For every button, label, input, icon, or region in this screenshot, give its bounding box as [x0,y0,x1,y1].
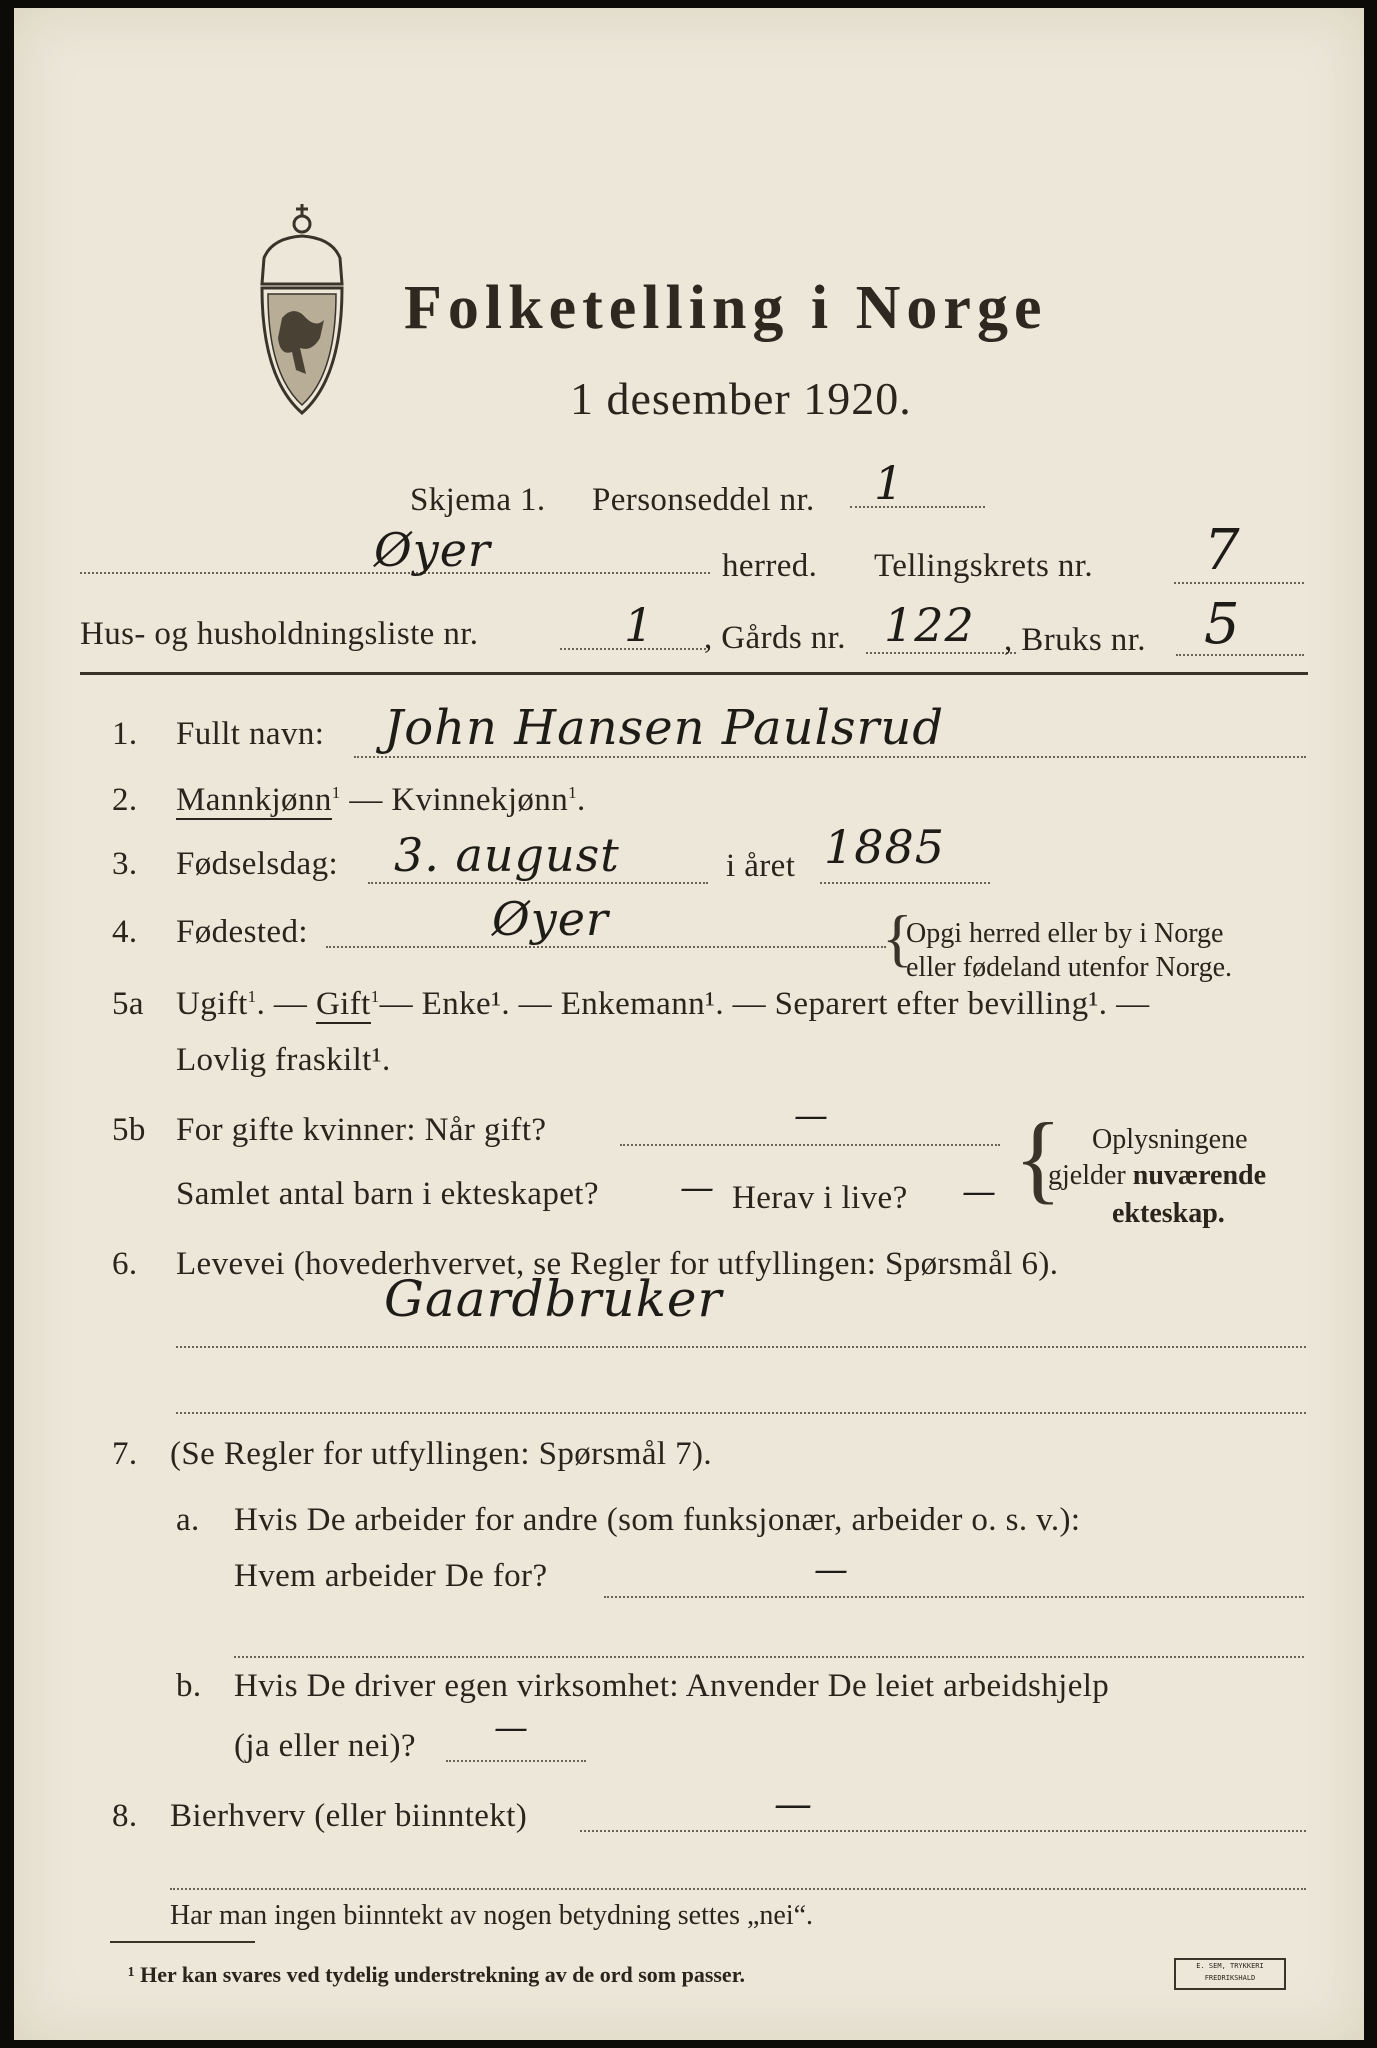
q5b-note-line1: Oplysningene [1092,1124,1248,1155]
q7b-number: b. [176,1668,202,1704]
q6-line1 [176,1346,1306,1348]
gift-option[interactable]: Gift [315,986,371,1022]
footnote: ¹ Her kan svares ved tydelig understrekning av de ord som passer. [128,1962,745,1987]
q3-day-line [368,882,708,884]
q5a-line2[interactable]: Lovlig fraskilt¹. [176,1042,391,1078]
husliste-value[interactable]: 1 [624,598,655,652]
personseddel-label: Personseddel nr. [592,482,815,518]
q3-year-label: i året [726,848,796,884]
q4-note-line2: eller fødeland utenfor Norge. [906,952,1233,983]
full-name-value[interactable]: John Hansen Paulsrud [384,700,945,756]
norway-coat-of-arms-icon [242,198,362,418]
q4-line [326,946,886,948]
personseddel-line [850,506,985,508]
bruks-label: , Bruks nr. [1004,622,1146,658]
q5b-note-line3: ekteskap. [1112,1198,1225,1229]
q7b-field-line [446,1760,586,1762]
q7-number: 7. [112,1436,138,1472]
q7-label: (Se Regler for utfyllingen: Spørsmål 7). [170,1436,713,1472]
q1-number: 1. [112,716,138,752]
q8-field-line [580,1830,1306,1832]
ugift-option[interactable]: Ugift [176,986,248,1022]
personseddel-value[interactable]: 1 [874,456,905,510]
schema-label: Skjema 1. [410,482,546,518]
q5a-gift-sup: 1 [370,987,380,1006]
q8-note: Har man ingen biinntekt av nogen betydning settes „nei“. [170,1900,814,1931]
q5b-note-line2b: nuværende [1132,1160,1267,1191]
q7a-line1: Hvis De arbeider for andre (som funksjonær, arbeider o. s. v.): [234,1502,1081,1538]
q6-line2 [176,1412,1306,1414]
tellingskrets-label: Tellingskrets nr. [874,548,1093,584]
married-when-value[interactable]: — [794,1096,829,1136]
q8-number: 8. [112,1798,138,1834]
q7a-line2: Hvem arbeider De for? [234,1558,548,1594]
gards-value[interactable]: 122 [884,598,975,652]
q4-label: Fødested: [176,914,308,950]
q7a-field-line [604,1596,1304,1598]
birth-year-value[interactable]: 1885 [824,820,946,874]
form-title: Folketelling i Norge [404,274,1048,342]
q7a-extra-line [234,1656,1304,1658]
q3-label: Fødselsdag: [176,846,339,882]
printer-stamp: E. SEM, TRYKKERI FREDRIKSHALD [1174,1958,1286,1990]
q2-female-sup: 1 [568,783,577,802]
q5a-options: Ugift$^1$. — Gift$^1$— Enke¹. — Enkemann¹. — Separert efter bevilling¹. — [176,986,1150,1022]
q7b-line2: (ja eller nei)? [234,1728,416,1764]
employer-value[interactable]: — [814,1550,849,1590]
tellingskrets-line [1174,582,1304,584]
tellingskrets-value[interactable]: 7 [1204,518,1241,583]
q7a-number: a. [176,1502,200,1538]
form-date: 1 desember 1920. [570,373,912,424]
q5a-ugift-sup: 1 [247,987,257,1006]
q5a-rest: — Enke¹. — Enkemann¹. — Separert efter bevilling¹. — [379,986,1150,1022]
occupation-value[interactable]: Gaardbruker [384,1270,723,1328]
header-divider [80,672,1308,675]
q3-year-line [820,882,990,884]
q5a-number: 5a [112,986,144,1022]
hired-help-value[interactable]: — [494,1708,529,1748]
q6-number: 6. [112,1246,138,1282]
q2-number: 2. [112,782,138,818]
herred-value[interactable]: Øyer [374,523,491,577]
q2-options [176,782,586,819]
gards-line [866,652,1016,654]
female-option[interactable]: — Kvinnekjønn [349,782,569,818]
birth-day-value[interactable]: 3. august [394,828,620,882]
husliste-label: Hus- og husholdningsliste nr. [80,616,479,652]
q5b-brace: { [1014,1102,1062,1213]
q5b-note-line2a: gjelder [1048,1160,1126,1191]
q4-note-line1: Opgi herred eller by i Norge [906,918,1224,949]
q2-end: . [577,782,586,818]
census-form [14,8,1364,2040]
q3-number: 3. [112,846,138,882]
q7b-line1: Hvis De driver egen virksomhet: Anvender De leiet arbeidshjelp [234,1668,1110,1704]
male-option[interactable]: Mannkjønn [176,782,332,818]
birthplace-value[interactable]: Øyer [492,892,609,946]
gards-label: , Gårds nr. [704,620,846,656]
q8-extra-line [170,1888,1306,1890]
herred-label: herred. [722,548,818,584]
q5b-note-line2 [1048,1160,1266,1192]
q8-label: Bierhverv (eller biinntekt) [170,1798,528,1834]
q2-male-sup: 1 [331,783,341,802]
q1-line [354,756,1306,758]
q5b-line1-field [620,1144,1000,1146]
q5b-number: 5b [112,1112,146,1148]
children-alive-value[interactable]: — [962,1172,997,1212]
q5b-line2b-label: Herav i live? [732,1180,908,1216]
q4-brace: { [882,902,913,973]
q5b-line1-label: For gifte kvinner: Når gift? [176,1112,547,1148]
bruks-value[interactable]: 5 [1204,592,1241,657]
children-count-value[interactable]: — [680,1168,715,1208]
q1-label: Fullt navn: [176,716,325,752]
q5b-line2a-label: Samlet antal barn i ekteskapet? [176,1176,599,1212]
q4-number: 4. [112,914,138,950]
q6-label: Levevei (hovederhvervet, se Regler for utfyllingen: Spørsmål 6). [176,1246,1059,1282]
secondary-income-value[interactable]: — [774,1782,813,1826]
footnote-divider [110,1941,255,1943]
